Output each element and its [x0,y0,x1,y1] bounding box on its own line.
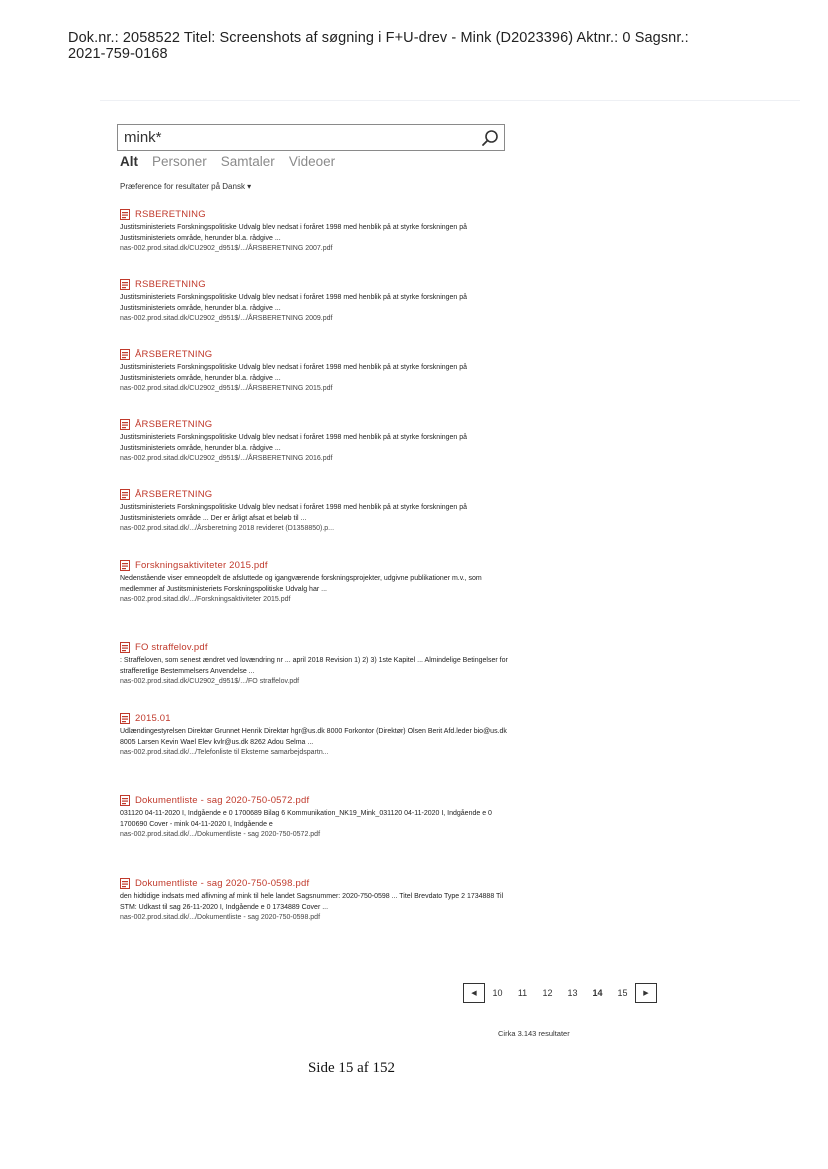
page-link-12[interactable]: 12 [542,988,553,998]
result-url: nas-002.prod.sitad.dk/.../Forskningsaktiviteter 2015.pdf [120,596,291,603]
pdf-file-icon [120,209,130,220]
tab-alt[interactable]: Alt [120,154,138,169]
scope-tabs [120,154,335,169]
tab-personer[interactable]: Personer [152,154,207,169]
page-footer: Side 15 af 152 [307,1060,396,1076]
search-result [120,712,510,759]
pdf-file-icon [120,642,130,653]
result-snippet: Justitsministeriets Forskningspolitiske Udvalg blev nedsat i foråret 1998 med henblik på at styrke forskningen på Justitsministeriets område, herunder bl.a. rådgive ... [120,364,468,382]
document-header [68,30,788,62]
search-result [120,641,510,688]
result-url: nas-002.prod.sitad.dk/.../Dokumentliste - sag 2020-750-0598.pdf [120,914,321,921]
result-title[interactable]: FO straffelov.pdf [135,642,208,653]
pdf-file-icon [120,279,130,290]
tab-videoer[interactable]: Videoer [288,154,336,169]
result-title[interactable]: RSBERETNING [135,209,206,220]
result-title[interactable]: Dokumentliste - sag 2020-750-0598.pdf [135,878,310,889]
result-title[interactable]: Forskningsaktiviteter 2015.pdf [135,560,268,571]
search-query[interactable]: mink* [124,129,162,146]
search-result [120,278,510,325]
result-title[interactable]: RSBERETNING [135,279,206,290]
search-result [120,488,510,535]
result-snippet: Justitsministeriets Forskningspolitiske Udvalg blev nedsat i foråret 1998 med henblik på at styrke forskningen på Justitsministeriets område ... Der er årligt afsat et beløb til ... [120,504,468,522]
search-icon[interactable] [480,128,500,148]
result-snippet: Justitsministeriets Forskningspolitiske Udvalg blev nedsat i foråret 1998 med henblik på at styrke forskningen på Justitsministeriets område, herunder bl.a. rådgive ... [120,224,468,242]
search-result [120,794,510,841]
pdf-file-icon [120,878,130,889]
next-page-button[interactable]: ▶ [635,983,657,1003]
pdf-file-icon [120,713,130,724]
result-snippet: den hidtidige indsats med aflivning af mink til hele landet Sagsnummer: 2020-750-0598 ... Titel Brevdato Type 2 1734888 Til STM: Udkast til sag 26-11-2020 I, Indgående e 0 1734889 Cover ... [120,893,504,911]
result-snippet: Justitsministeriets Forskningspolitiske Udvalg blev nedsat i foråret 1998 med henblik på at styrke forskningen på Justitsministeriets område, herunder bl.a. rådgive ... [120,294,468,312]
language-preference[interactable]: Præference for resultater på Dansk ▾ [120,182,252,191]
result-url: nas-002.prod.sitad.dk/.../Telefonliste til Eksterne samarbejdspartn... [120,749,329,756]
search-input[interactable] [117,124,505,151]
search-result [120,559,510,606]
result-title[interactable]: Dokumentliste - sag 2020-750-0572.pdf [135,795,310,806]
pdf-file-icon [120,349,130,360]
result-url: nas-002.prod.sitad.dk/CU2902_d951$/.../ÅRSBERETNING 2007.pdf [120,245,333,252]
result-url: nas-002.prod.sitad.dk/.../Dokumentliste - sag 2020-750-0572.pdf [120,831,321,838]
result-snippet: Justitsministeriets Forskningspolitiske Udvalg blev nedsat i foråret 1998 med henblik på at styrke forskningen på Justitsministeriets område, herunder bl.a. rådgive ... [120,434,468,452]
result-title[interactable]: 2015.01 [135,713,171,724]
page-link-14-current[interactable]: 14 [592,988,603,998]
result-snippet: Nedenstående viser emneopdelt de afsluttede og igangværende forskningsprojekter, udgivne publikationer m.v., som medlemmer af Justitsministeriets Forskningspolitiske Udvalg har ... [120,575,482,593]
result-url: nas-002.prod.sitad.dk/CU2902_d951$/.../FO straffelov.pdf [120,678,300,685]
result-title[interactable]: ÅRSBERETNING [135,419,213,430]
page-link-15[interactable]: 15 [617,988,628,998]
result-snippet: 031120 04-11-2020 I, Indgående e 0 1700689 Bilag 6 Kommunikation_NK19_Mink_031120 04-11-2020 I, Indgående e 0 1700690 Cover - mink 04-11-2020 I, Indgående e [120,810,492,828]
result-title[interactable]: ÅRSBERETNING [135,489,213,500]
pdf-file-icon [120,419,130,430]
divider [100,100,800,101]
result-url: nas-002.prod.sitad.dk/.../Årsberetning 2018 revideret (D1358850).p... [120,525,335,532]
document-header-line2: 2021-759-0168 [68,46,168,62]
search-result [120,348,510,395]
result-snippet: : Straffeloven, som senest ændret ved lovændring nr ... april 2018 Revision 1) 2) 3) 1ste Kapitel ... Almindelige Betingelser for strafferetlige Bestemmelsers Anvendelse ... [120,657,508,675]
search-result [120,208,510,255]
result-url: nas-002.prod.sitad.dk/CU2902_d951$/.../ÅRSBERETNING 2016.pdf [120,455,333,462]
page-link-10[interactable]: 10 [492,988,503,998]
pdf-file-icon [120,489,130,500]
tab-samtaler[interactable]: Samtaler [220,154,275,169]
result-snippet: Udlændingestyrelsen Direktør Grunnet Henrik Direktør hgr@us.dk 8000 Forkontor (Direktør) Olsen Berit Afd.leder bio@us.dk 8005 Larsen Kevin Wael Elev kvlr@us.dk 8262 Adou Selma ... [120,728,507,746]
pdf-file-icon [120,560,130,571]
search-result [120,418,510,465]
document-header-line1: Dok.nr.: 2058522 Titel: Screenshots af søgning i F+U-drev - Mink (D2023396) Aktnr.: 0 Sagsnr.: [68,30,689,46]
result-url: nas-002.prod.sitad.dk/CU2902_d951$/.../ÅRSBERETNING 2015.pdf [120,385,333,392]
result-count: Cirka 3.143 resultater [498,1029,570,1038]
result-title[interactable]: ÅRSBERETNING [135,349,213,360]
page-link-13[interactable]: 13 [567,988,578,998]
previous-page-button[interactable]: ◀ [463,983,485,1003]
page-link-11[interactable]: 11 [517,988,528,998]
result-url: nas-002.prod.sitad.dk/CU2902_d951$/.../ÅRSBERETNING 2009.pdf [120,315,333,322]
search-result [120,877,510,924]
pdf-file-icon [120,795,130,806]
pagination [463,983,657,1003]
